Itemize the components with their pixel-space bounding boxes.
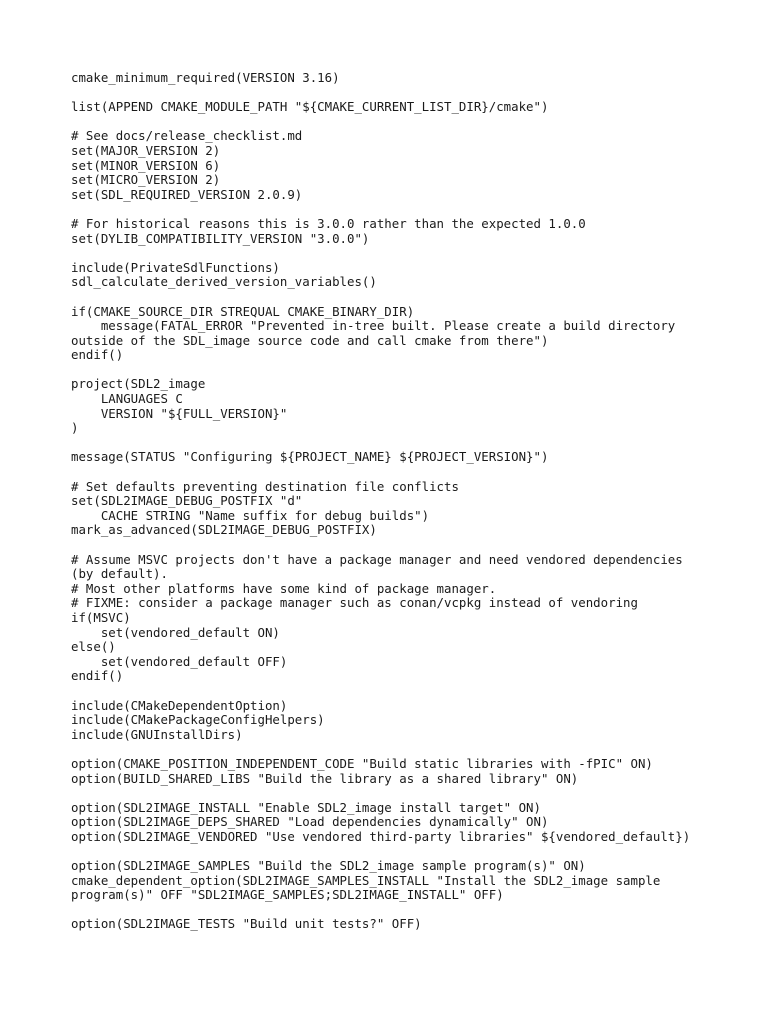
code-line: set(SDL_REQUIRED_VERSION 2.0.9): [71, 186, 303, 202]
code-line: cmake_minimum_required(VERSION 3.16): [71, 70, 340, 85]
code-line: include(PrivateSdlFunctions): [71, 259, 280, 275]
code-line: # Set defaults preventing destination file conflicts: [71, 478, 459, 494]
code-line: set(MAJOR_VERSION 2): [71, 142, 221, 158]
code-line: if(MSVC): [71, 609, 131, 625]
code-line: [71, 246, 748, 261]
code-line: include(GNUInstallDirs): [71, 726, 243, 742]
code-line: else(): [71, 639, 116, 655]
code-line: [71, 465, 748, 480]
code-line: [71, 903, 748, 918]
code-line: list(APPEND CMAKE_MODULE_PATH "${CMAKE_CURRENT_LIST_DIR}/cmake"): [71, 99, 549, 115]
code-line: set(vendored_default OFF): [71, 653, 288, 669]
code-line: option(SDL2IMAGE_VENDORED "Use vendored third-party libraries" ${vendored_default}): [71, 828, 691, 844]
code-line: [71, 742, 748, 757]
code-line: if(CMAKE_SOURCE_DIR STREQUAL CMAKE_BINARY_DIR): [71, 303, 415, 319]
code-line: option(SDL2IMAGE_DEPS_SHARED "Load dependencies dynamically" ON): [71, 814, 549, 830]
code-line: set(DYLIB_COMPATIBILITY_VERSION "3.0.0"): [71, 230, 370, 246]
code-line: set(MICRO_VERSION 2): [71, 172, 221, 188]
code-line: # FIXME: consider a package manager such as conan/vcpkg instead of vendoring: [71, 595, 638, 611]
code-line: outside of the SDL_image source code and call cmake from there"): [71, 332, 549, 348]
code-line: CACHE STRING "Name suffix for debug builds"): [71, 507, 430, 523]
code-line: [71, 115, 748, 130]
code-line: set(MINOR_VERSION 6): [71, 157, 221, 173]
code-line: [71, 290, 748, 305]
code-line: [71, 844, 748, 859]
code-line: option(BUILD_SHARED_LIBS "Build the library as a shared library" ON): [71, 770, 579, 786]
code-line: option(SDL2IMAGE_INSTALL "Enable SDL2_image install target" ON): [71, 799, 541, 815]
code-line: (by default).: [71, 566, 168, 582]
code-page: [71, 71, 748, 1024]
code-line: [71, 86, 748, 101]
code-line: message(FATAL_ERROR "Prevented in-tree built. Please create a build directory: [71, 318, 676, 334]
code-line: program(s)" OFF "SDL2IMAGE_SAMPLES;SDL2IMAGE_INSTALL" OFF): [71, 887, 504, 903]
code-line: # For historical reasons this is 3.0.0 rather than the expected 1.0.0: [71, 215, 586, 231]
code-line: message(STATUS "Configuring ${PROJECT_NAME} ${PROJECT_VERSION}"): [71, 449, 549, 465]
code-line: option(SDL2IMAGE_SAMPLES "Build the SDL2_image sample program(s)" ON): [71, 858, 586, 874]
code-line: ): [71, 420, 79, 436]
code-line: option(CMAKE_POSITION_INDEPENDENT_CODE "Build static libraries with -fPIC" ON): [71, 755, 653, 771]
code-line: [71, 363, 748, 378]
code-line: [71, 202, 748, 217]
code-line: endif(): [71, 668, 124, 684]
code-line: option(SDL2IMAGE_TESTS "Build unit tests?" OFF): [71, 916, 422, 932]
code-line: cmake_dependent_option(SDL2IMAGE_SAMPLES_INSTALL "Install the SDL2_image sample: [71, 872, 661, 888]
code-line: [71, 436, 748, 451]
code-listing: [71, 71, 748, 932]
code-line: sdl_calculate_derived_version_variables(): [71, 274, 377, 290]
code-line: [71, 684, 748, 699]
code-line: VERSION "${FULL_VERSION}": [71, 405, 288, 421]
code-line: # See docs/release_checklist.md: [71, 128, 303, 144]
code-line: LANGUAGES C: [71, 391, 183, 407]
code-line: set(vendored_default ON): [71, 624, 280, 640]
code-line: # Assume MSVC projects don't have a package manager and need vendored dependencies: [71, 551, 683, 567]
code-line: [71, 538, 748, 553]
code-line: endif(): [71, 347, 124, 363]
code-line: include(CMakeDependentOption): [71, 697, 288, 713]
code-line: set(SDL2IMAGE_DEBUG_POSTFIX "d": [71, 493, 303, 509]
code-line: include(CMakePackageConfigHelpers): [71, 712, 325, 728]
code-line: [71, 786, 748, 801]
code-line: # Most other platforms have some kind of package manager.: [71, 580, 497, 596]
code-line: mark_as_advanced(SDL2IMAGE_DEBUG_POSTFIX): [71, 522, 377, 538]
code-line: project(SDL2_image: [71, 376, 206, 392]
